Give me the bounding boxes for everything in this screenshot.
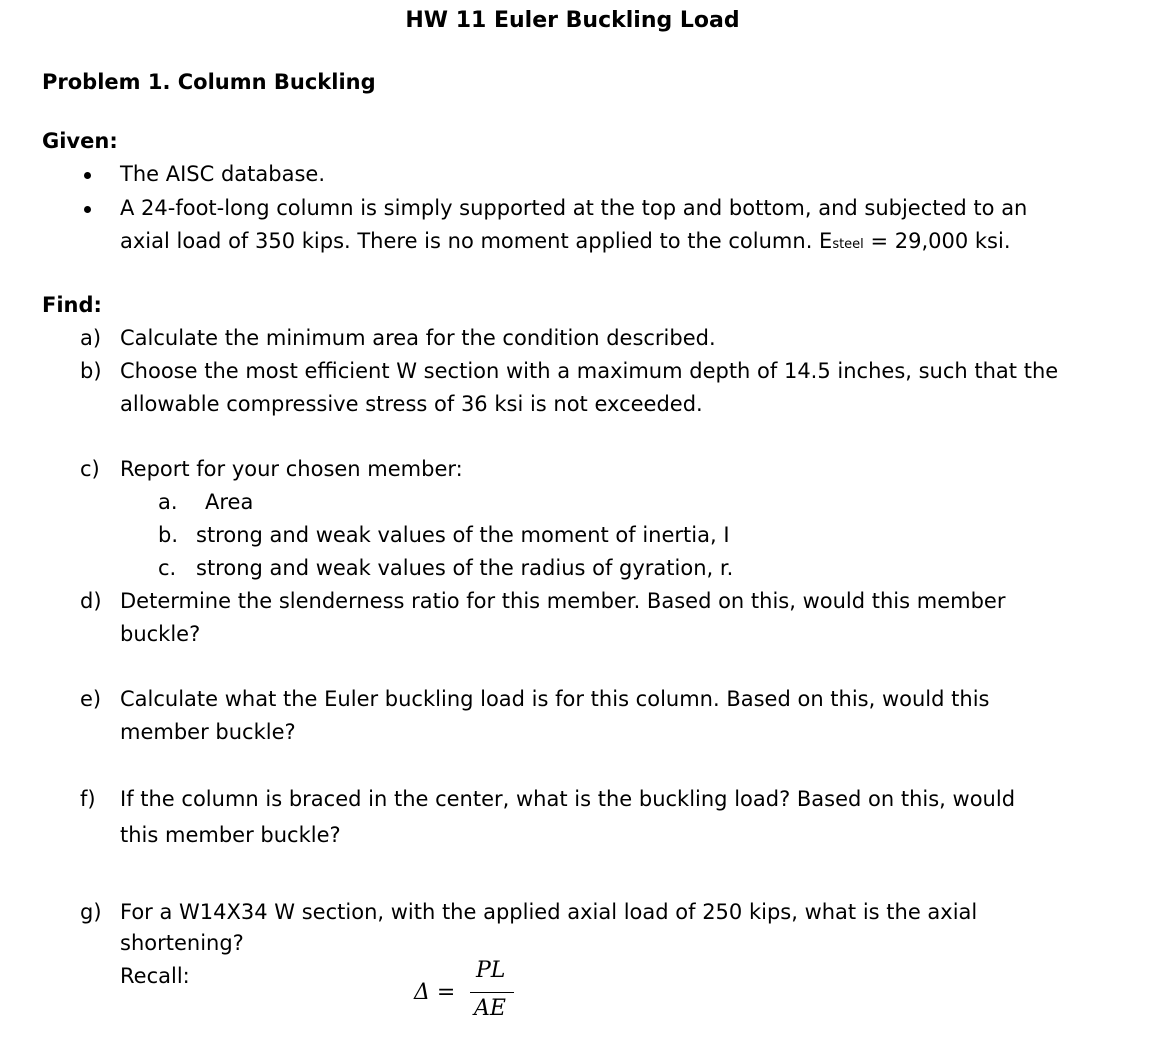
item-d-letter: d) (80, 589, 102, 613)
given-label: Given: (42, 129, 118, 153)
bullet-icon (84, 206, 91, 213)
e-subscript: steel (832, 237, 864, 252)
fraction-bar (470, 992, 514, 993)
subitem-b-text: strong and weak values of the moment of inertia, I (196, 523, 730, 547)
given-item-column-line2 (120, 229, 1011, 253)
page-title: HW 11 Euler Buckling Load (405, 8, 740, 33)
item-g-letter: g) (80, 900, 102, 924)
item-g-text-line2: shortening? (120, 931, 244, 955)
item-a-text: Calculate the minimum area for the condition described. (120, 326, 716, 350)
item-f-text-line1: If the column is braced in the center, what is the buckling load? Based on this, would (120, 787, 1016, 811)
formula-numerator: PL (476, 958, 506, 983)
subitem-a-letter: a. (158, 490, 178, 514)
item-f-text-line2: this member buckle? (120, 823, 341, 847)
item-d-text-line1: Determine the slenderness ratio for this member. Based on this, would this member (120, 589, 1006, 613)
formula-denominator: AE (474, 996, 506, 1021)
subitem-a-text: Area (205, 490, 254, 514)
subitem-b-letter: b. (158, 523, 179, 547)
item-e-text-line2: member buckle? (120, 720, 296, 744)
e-value: = 29,000 ksi. (863, 229, 1011, 253)
given-item-column-line1: A 24-foot-long column is simply supported at the top and bottom, and subjected to an (120, 196, 1028, 220)
item-a-letter: a) (80, 326, 102, 350)
subitem-c-letter: c. (158, 556, 177, 580)
problem-heading: Problem 1. Column Buckling (42, 70, 376, 94)
given-item-column-text: axial load of 350 kips. There is no moment applied to the column. E (120, 229, 833, 253)
item-g-text-line1: For a W14X34 W section, with the applied axial load of 250 kips, what is the axial (120, 900, 978, 924)
formula-lhs: Δ = (414, 980, 456, 1005)
item-c-text: Report for your chosen member: (120, 457, 463, 481)
item-f-letter: f) (80, 787, 96, 811)
bullet-icon (84, 172, 91, 179)
item-e-text-line1: Calculate what the Euler buckling load is for this column. Based on this, would this (120, 687, 990, 711)
item-d-text-line2: buckle? (120, 622, 201, 646)
subitem-c-text: strong and weak values of the radius of gyration, r. (196, 556, 734, 580)
item-c-letter: c) (80, 457, 100, 481)
find-label: Find: (42, 293, 102, 317)
item-b-letter: b) (80, 359, 102, 383)
item-b-text-line1: Choose the most efficient W section with a maximum depth of 14.5 inches, such that the (120, 359, 1059, 383)
item-e-letter: e) (80, 687, 102, 711)
given-item-aisc: The AISC database. (120, 162, 325, 186)
item-b-text-line2: allowable compressive stress of 36 ksi is not exceeded. (120, 392, 703, 416)
recall-label: Recall: (120, 964, 190, 988)
